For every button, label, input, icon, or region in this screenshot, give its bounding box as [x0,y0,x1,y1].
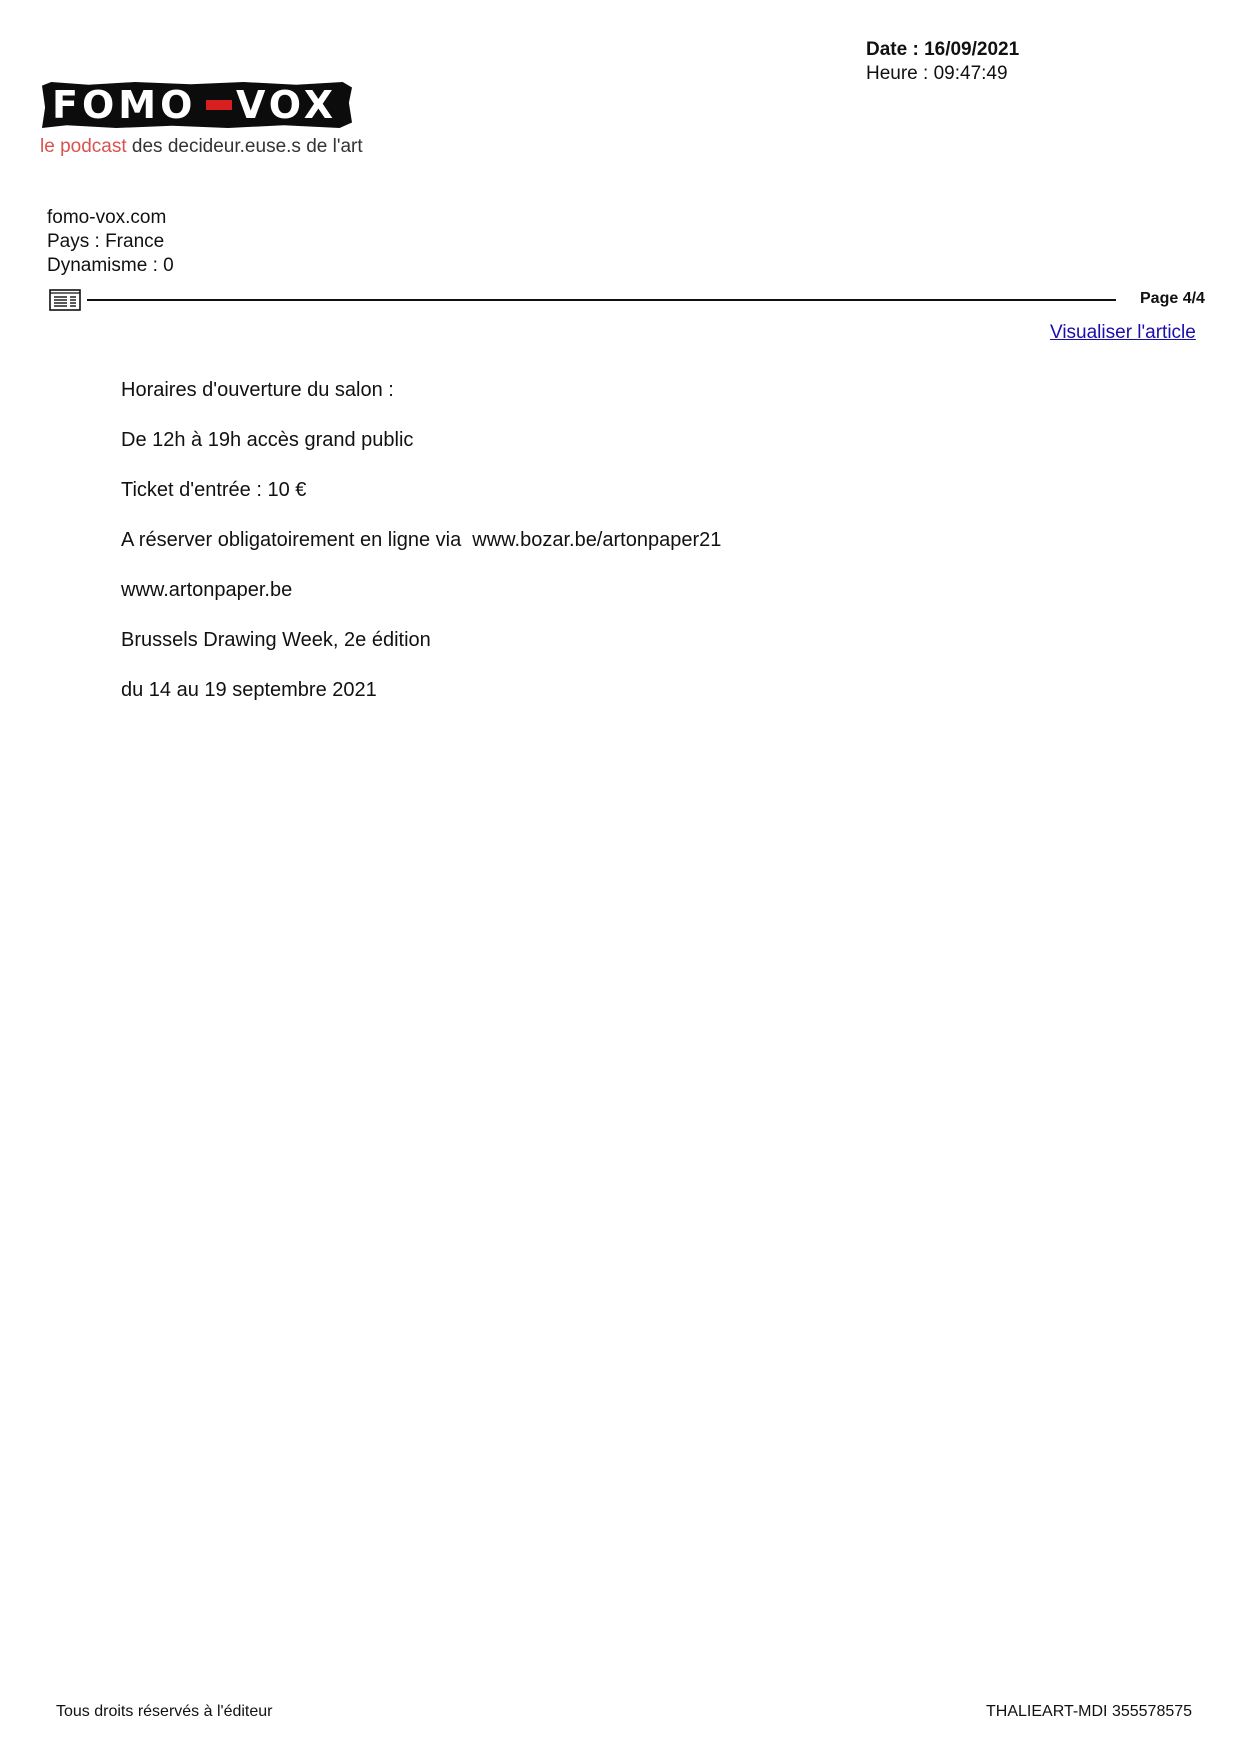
article-body [121,378,1121,728]
page-indicator: Page 4/4 [1140,290,1205,307]
view-article-link[interactable]: Visualiser l'article [1050,322,1196,343]
article-icon [49,289,81,311]
document-datetime [866,38,1019,86]
source-dynamism: Dynamisme : 0 [47,255,174,276]
logo-word-left: FOMO [52,83,197,127]
fomo-vox-logo [40,80,363,162]
time-label: Heure : 09:47:49 [866,63,1008,84]
logo-tagline [40,136,363,158]
footer-reference: THALIEART-MDI 355578575 [986,1703,1193,1720]
logo-tagline-accent: le podcast [40,136,127,157]
article-paragraph: du 14 au 19 septembre 2021 [121,679,377,701]
article-paragraph: www.artonpaper.be [121,579,293,601]
logo-word-right: VOX [236,83,337,127]
source-country: Pays : France [47,231,165,252]
article-paragraph: De 12h à 19h accès grand public [121,429,414,451]
header-separator [87,299,1116,301]
logo-tagline-rest: des decideur.euse.s de l'art [126,136,363,157]
source-site: fomo-vox.com [47,207,167,228]
article-paragraph: Ticket d'entrée : 10 € [121,479,307,501]
date-label: Date : 16/09/2021 [866,39,1020,60]
logo-red-dash [206,100,232,110]
footer-rights: Tous droits réservés à l'éditeur [56,1703,273,1720]
source-info [47,206,174,278]
article-paragraph: A réserver obligatoirement en ligne via www.bozar.be/artonpaper21 [121,529,722,551]
article-paragraph: Horaires d'ouverture du salon : [121,379,394,401]
article-paragraph: Brussels Drawing Week, 2e édition [121,629,431,651]
